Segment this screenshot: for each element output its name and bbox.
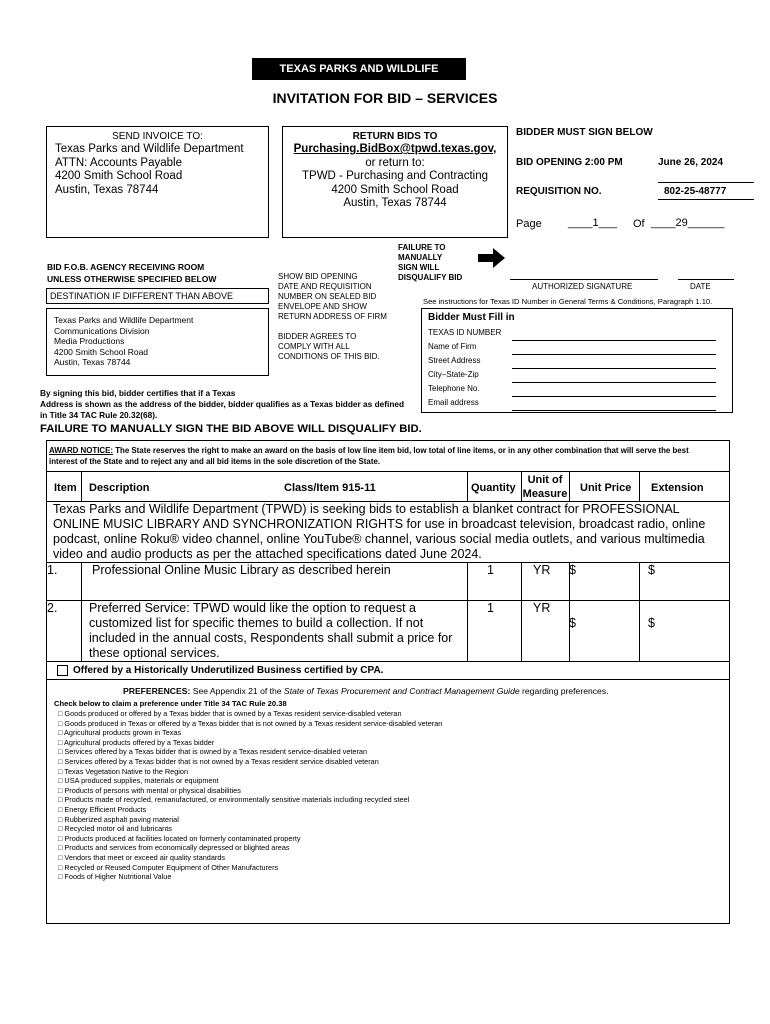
preference-item[interactable]: □ Agricultural products grown in Texas bbox=[58, 728, 182, 738]
row-1-extension[interactable]: $ bbox=[648, 563, 655, 577]
row-1-price[interactable]: $ bbox=[569, 563, 576, 577]
document-title: INVITATION FOR BID – SERVICES bbox=[272, 90, 498, 106]
preferences-text: See Appendix 21 of the bbox=[190, 686, 284, 696]
row-2-description-line: these optional services. bbox=[89, 646, 220, 660]
row-2-description bbox=[89, 601, 452, 661]
send-invoice-line: 4200 Smith School Road bbox=[55, 170, 183, 182]
failure-line: DISQUALIFY BID bbox=[398, 273, 463, 282]
destination-line: Media Productions bbox=[54, 336, 125, 346]
bid-table bbox=[46, 440, 730, 924]
instruction-line: SHOW BID OPENING bbox=[278, 272, 358, 281]
failure-line: SIGN WILL bbox=[398, 263, 440, 272]
instruction-line: COMPLY WITH ALL bbox=[278, 342, 350, 351]
date-label: DATE bbox=[690, 282, 711, 291]
preference-item[interactable]: □ Recycled motor oil and lubricants bbox=[58, 824, 172, 834]
award-notice-text: interest of the State and to reject any and all bid items in the sole discretion of the State. bbox=[49, 457, 381, 466]
of-label: Of bbox=[633, 218, 645, 230]
intro-line: podcast, online Roku® video channel, online YouTube® channel, various social media outlets, and various multimedia bbox=[53, 532, 705, 546]
see-instructions: See instructions for Texas ID Number in General Terms & Conditions, Paragraph 1.10. bbox=[423, 297, 713, 306]
preferences-text-end: regarding preferences. bbox=[519, 686, 609, 696]
bid-opening-date: June 26, 2024 bbox=[658, 157, 724, 168]
fob-line-2: UNLESS OTHERWISE SPECIFIED BELOW bbox=[47, 274, 217, 284]
header-extension: Extension bbox=[651, 482, 704, 494]
send-invoice-heading: SEND INVOICE TO: bbox=[112, 131, 203, 142]
row-1-description: Professional Online Music Library as described herein bbox=[92, 563, 391, 577]
instruction-line: CONDITIONS OF THIS BID. bbox=[278, 352, 380, 361]
page-number: ____1___ bbox=[568, 217, 617, 229]
page-total: ____29______ bbox=[651, 217, 725, 229]
email-label: Email address bbox=[428, 398, 479, 407]
preference-item[interactable]: □ Agricultural products offered by a Texas bidder bbox=[58, 737, 215, 747]
authorized-signature-label: AUTHORIZED SIGNATURE bbox=[532, 282, 633, 291]
return-bids-email-link[interactable]: Purchasing.BidBox@tpwd.texas.gov, bbox=[293, 143, 497, 155]
bid-intro bbox=[53, 502, 729, 562]
failure-line: FAILURE TO bbox=[398, 243, 446, 252]
return-bids-line: Austin, Texas 78744 bbox=[343, 197, 447, 209]
instruction-line: ENVELOPE AND SHOW bbox=[278, 302, 367, 311]
telephone-field[interactable] bbox=[512, 396, 716, 397]
requisition-number: 802-25-48777 bbox=[664, 186, 727, 197]
preference-item[interactable]: □ Texas Vegetation Native to the Region bbox=[58, 766, 189, 776]
preference-item[interactable]: □ Goods produced or offered by a Texas bidder that is owned by a Texas resident service-disabled veteran bbox=[58, 709, 402, 718]
preference-item[interactable]: □ Recycled or Reused Computer Equipment of Other Manufacturers bbox=[58, 862, 279, 872]
return-bids-line: TPWD - Purchasing and Contracting bbox=[302, 170, 488, 182]
preferences-guide: State of Texas Procurement and Contract Management Guide bbox=[283, 686, 520, 696]
preference-item[interactable]: □ Vendors that meet or exceed air quality standards bbox=[58, 852, 226, 862]
preference-item[interactable]: □ Services offered by a Texas bidder that is owned by a Texas resident service-disabled veteran bbox=[58, 747, 368, 757]
preference-item[interactable]: □ Foods of Higher Nutritional Value bbox=[58, 872, 172, 882]
texas-id-label: TEXAS ID NUMBER bbox=[428, 328, 502, 337]
preferences-label: PREFERENCES: bbox=[123, 686, 191, 696]
row-1-item: 1. bbox=[47, 563, 58, 577]
preference-item[interactable]: □ Products produced at facilities located on formerly contaminated property bbox=[58, 833, 301, 843]
header-unit-of-measure bbox=[521, 473, 569, 501]
bid-opening-label: BID OPENING 2:00 PM bbox=[516, 157, 623, 168]
return-bids-box bbox=[282, 126, 508, 238]
firm-name-label: Name of Firm bbox=[428, 342, 477, 351]
row-2-extension[interactable]: $ bbox=[648, 616, 655, 630]
header-class-item: Class/Item 915-11 bbox=[284, 482, 376, 494]
destination-line: Communications Division bbox=[54, 325, 150, 336]
destination-box bbox=[46, 308, 269, 376]
row-2-description-line: customized list for specific themes to build a collection. If not bbox=[89, 616, 424, 630]
return-bids-heading: RETURN BIDS TO bbox=[352, 131, 438, 142]
requisition-label: REQUISITION NO. bbox=[516, 186, 602, 197]
certification-text bbox=[40, 388, 404, 421]
fill-in-heading: Bidder Must Fill in bbox=[428, 312, 515, 323]
certification-line: By signing this bid, bidder certifies that if a Texas bbox=[40, 388, 236, 398]
return-bids-line: or return to: bbox=[365, 156, 425, 169]
row-1-unit: YR bbox=[533, 563, 551, 577]
street-address-field[interactable] bbox=[512, 368, 716, 369]
instruction-line: RETURN ADDRESS OF FIRM bbox=[278, 312, 387, 321]
telephone-label: Telephone No. bbox=[428, 384, 480, 393]
email-field[interactable] bbox=[512, 410, 716, 411]
preference-item[interactable]: □ Energy Efficient Products bbox=[58, 804, 147, 814]
send-invoice-line: Austin, Texas 78744 bbox=[55, 183, 159, 196]
instruction-line: BIDDER AGREES TO bbox=[278, 332, 357, 341]
preference-item[interactable]: □ USA produced supplies, materials or equipment bbox=[58, 776, 219, 786]
texas-id-field[interactable] bbox=[512, 340, 716, 341]
award-notice-label: AWARD NOTICE: bbox=[49, 446, 113, 455]
certification-line: Address is shown as the address of the bidder, bidder qualifies as a Texas bidder as defined bbox=[40, 399, 405, 409]
destination-line: Austin, Texas 78744 bbox=[54, 357, 131, 367]
preference-item[interactable]: □ Products made of recycled, remanufactured, or environmentally sensitive materials including recycled steel bbox=[58, 795, 410, 805]
row-2-item: 2. bbox=[47, 601, 58, 615]
show-bid-instructions bbox=[278, 272, 387, 322]
city-state-zip-label: City–State-Zip bbox=[428, 370, 479, 379]
row-2-description-line: Preferred Service: TPWD would like the option to request a bbox=[89, 601, 417, 615]
failure-line: MANUALLY bbox=[398, 253, 443, 262]
hub-label: Offered by a Historically Underutilized Business certified by CPA. bbox=[73, 665, 384, 677]
bidder-must-sign: BIDDER MUST SIGN BELOW bbox=[516, 127, 653, 138]
page-label: Page bbox=[516, 218, 542, 230]
row-2-unit: YR bbox=[533, 601, 551, 615]
send-invoice-box bbox=[46, 126, 269, 238]
header-unit-price: Unit Price bbox=[580, 482, 632, 494]
agrees-instructions bbox=[278, 332, 380, 362]
award-notice-text: The State reserves the right to make an award on the basis of low line item bid, low total of line items, or in any other combination that will serve the best bbox=[113, 446, 689, 455]
failure-note bbox=[398, 243, 462, 283]
award-notice bbox=[49, 445, 727, 467]
city-state-zip-field[interactable] bbox=[512, 382, 716, 383]
hub-checkbox[interactable] bbox=[57, 665, 68, 676]
destination-heading: DESTINATION IF DIFFERENT THAN ABOVE bbox=[46, 288, 269, 304]
row-2-quantity: 1 bbox=[487, 601, 494, 615]
header-quantity: Quantity bbox=[471, 482, 516, 494]
fob-line-1: BID F.O.B. AGENCY RECEIVING ROOM bbox=[47, 262, 205, 272]
preference-item[interactable]: □ Products and services from economically depressed or blighted areas bbox=[58, 843, 290, 853]
arrow-right-icon bbox=[478, 248, 506, 268]
street-address-label: Street Address bbox=[428, 356, 481, 365]
intro-line: video and audio products as per the attached specifications dated June 2024. bbox=[53, 547, 482, 561]
return-bids-line: 4200 Smith School Road bbox=[331, 183, 459, 196]
preference-item[interactable]: □ Goods produced in Texas or offered by a Texas bidder that is not owned by a Texas resident service-disabled veteran bbox=[58, 718, 443, 728]
agency-banner: TEXAS PARKS AND WILDLIFE bbox=[252, 58, 466, 80]
preference-item[interactable]: □ Products of persons with mental or physical disabilities bbox=[58, 785, 241, 795]
preference-item[interactable]: □ Services offered by a Texas bidder that is not owned by a Texas resident service disabled veteran bbox=[58, 756, 379, 766]
header-unit-line: Measure bbox=[522, 488, 568, 500]
preference-item[interactable]: □ Rubberized asphalt paving material bbox=[58, 814, 179, 824]
preferences-line bbox=[123, 686, 609, 696]
intro-line: Texas Parks and Wildlife Department (TPWD) is seeking bids to establish a blanket contract for PROFESSIONAL bbox=[53, 502, 680, 516]
header-unit-line: Unit of bbox=[527, 474, 563, 486]
header-item: Item bbox=[54, 482, 77, 494]
certification-line: in Title 34 TAC Rule 20.32(68). bbox=[40, 410, 158, 420]
instruction-line: NUMBER ON SEALED BID bbox=[278, 292, 377, 301]
preferences-list bbox=[58, 709, 442, 882]
failure-warning: FAILURE TO MANUALLY SIGN THE BID ABOVE WILL DISQUALIFY BID. bbox=[40, 423, 422, 435]
bidder-fill-in-box bbox=[421, 308, 733, 413]
hub-row bbox=[57, 665, 383, 676]
destination-line: Texas Parks and Wildlife Department bbox=[54, 315, 194, 325]
row-2-price[interactable]: $ bbox=[569, 616, 576, 630]
row-2-description-line: included in the annual costs, Respondents shall submit a price for bbox=[89, 631, 453, 645]
instruction-line: DATE AND REQUISITION bbox=[278, 282, 372, 291]
header-description: Description bbox=[89, 482, 150, 494]
send-invoice-line: Texas Parks and Wildlife Department bbox=[55, 143, 244, 155]
row-1-quantity: 1 bbox=[487, 563, 494, 577]
destination-line: 4200 Smith School Road bbox=[54, 346, 149, 357]
firm-name-field[interactable] bbox=[512, 354, 716, 355]
intro-line: ONLINE MUSIC LIBRARY AND SYNCHRONIZATION RIGHTS for use in broadcast television, broadcast radio, online bbox=[53, 517, 706, 531]
preferences-check-heading: Check below to claim a preference under Title 34 TAC Rule 20.38 bbox=[54, 699, 287, 708]
send-invoice-line: ATTN: Accounts Payable bbox=[55, 156, 182, 169]
